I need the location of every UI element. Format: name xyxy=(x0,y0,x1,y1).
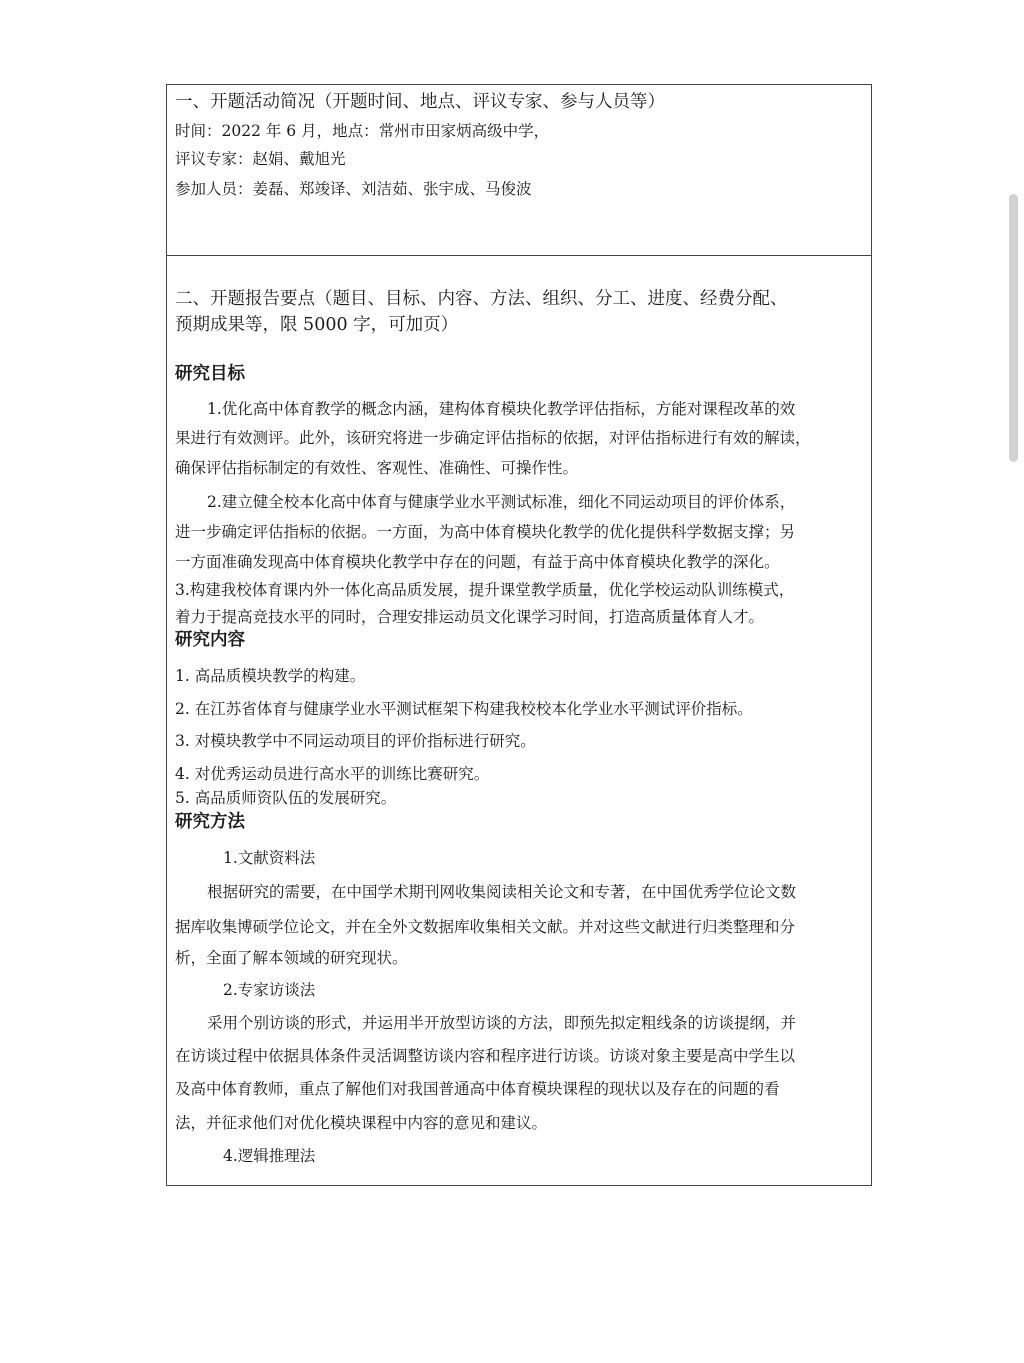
goal2-line3: 一方面准确发现高中体育模块化教学中存在的问题，有益于高中体育模块化教学的深化。 xyxy=(175,553,780,571)
method2-line1: 采用个别访谈的形式，并运用半开放型访谈的方法，即预先拟定粗线条的访谈提纲，并 xyxy=(207,1014,797,1032)
goal2-line1: 2.建立健全校本化高中体育与健康学业水平测试标准，细化不同运动项目的评价体系， xyxy=(207,493,796,511)
method1-line3: 析，全面了解本领域的研究现状。 xyxy=(175,949,408,967)
method2-title: 2.专家访谈法 xyxy=(223,981,316,999)
section-activity-overview xyxy=(167,85,871,256)
methods-heading: 研究方法 xyxy=(175,812,245,832)
scrollbar-thumb[interactable] xyxy=(1009,194,1018,462)
content-item-2: 2. 在江苏省体育与健康学业水平测试框架下构建我校校本化学业水平测试评价指标。 xyxy=(175,700,753,718)
method1-title: 1.文献资料法 xyxy=(223,849,316,867)
method2-line4: 法，并征求他们对优化模块课程中内容的意见和建议。 xyxy=(175,1114,548,1132)
experts-line: 评议专家：赵娟、戴旭光 xyxy=(175,150,346,168)
section-report-points xyxy=(167,256,871,1185)
method1-line1: 根据研究的需要，在中国学术期刊网收集阅读相关论文和专著，在中国优秀学位论文数 xyxy=(207,883,797,901)
content-item-5: 5. 高品质师资队伍的发展研究。 xyxy=(175,789,397,807)
participants-line: 参加人员：姜磊、郑竣译、刘洁茹、张宇成、马俊波 xyxy=(175,180,532,198)
report-table xyxy=(166,84,872,1186)
method2-line3: 及高中体育教师，重点了解他们对我国普通高中体育模块课程的现状以及存在的问题的看 xyxy=(175,1080,780,1098)
section2-title-line1: 二、开题报告要点（题目、目标、内容、方法、组织、分工、进度、经费分配、 xyxy=(175,289,788,309)
goal1-line2: 果进行有效测评。此外，该研究将进一步确定评估指标的依据，对评估指标进行有效的解读， xyxy=(175,429,811,447)
goal3-line1: 3.构建我校体育课内外一体化高品质发展，提升课堂教学质量，优化学校运动队训练模式， xyxy=(175,581,795,599)
method2-line2: 在访谈过程中依据具体条件灵活调整访谈内容和程序进行访谈。访谈对象主要是高中学生以 xyxy=(175,1047,796,1065)
goal3-line2: 着力于提高竞技水平的同时，合理安排运动员文化课学习时间，打造高质量体育人才。 xyxy=(175,608,765,626)
section1-title: 一、开题活动简况（开题时间、地点、评议专家、参与人员等） xyxy=(175,92,665,112)
goals-heading: 研究目标 xyxy=(175,364,245,384)
content-item-1: 1. 高品质模块教学的构建。 xyxy=(175,667,366,685)
content-item-4: 4. 对优秀运动员进行高水平的训练比赛研究。 xyxy=(175,765,490,783)
content-item-3: 3. 对模块教学中不同运动项目的评价指标进行研究。 xyxy=(175,732,536,750)
method1-line2: 据库收集博硕学位论文，并在全外文数据库收集相关文献。并对这些文献进行归类整理和分 xyxy=(175,918,796,936)
goal2-line2: 进一步确定评估指标的依据。一方面，为高中体育模块化教学的优化提供科学数据支撑；另 xyxy=(175,523,796,541)
time-place-line: 时间：2022 年 6 月，地点：常州市田家炳高级中学， xyxy=(175,122,550,140)
goal1-line3: 确保评估指标制定的有效性、客观性、准确性、可操作性。 xyxy=(175,459,579,477)
method4-title: 4.逻辑推理法 xyxy=(223,1147,316,1165)
section2-title-line2: 预期成果等，限 5000 字，可加页） xyxy=(175,315,459,335)
content-heading: 研究内容 xyxy=(175,630,245,650)
goal1-line1: 1.优化高中体育教学的概念内涵，建构体育模块化教学评估指标，方能对课程改革的效 xyxy=(207,400,796,418)
